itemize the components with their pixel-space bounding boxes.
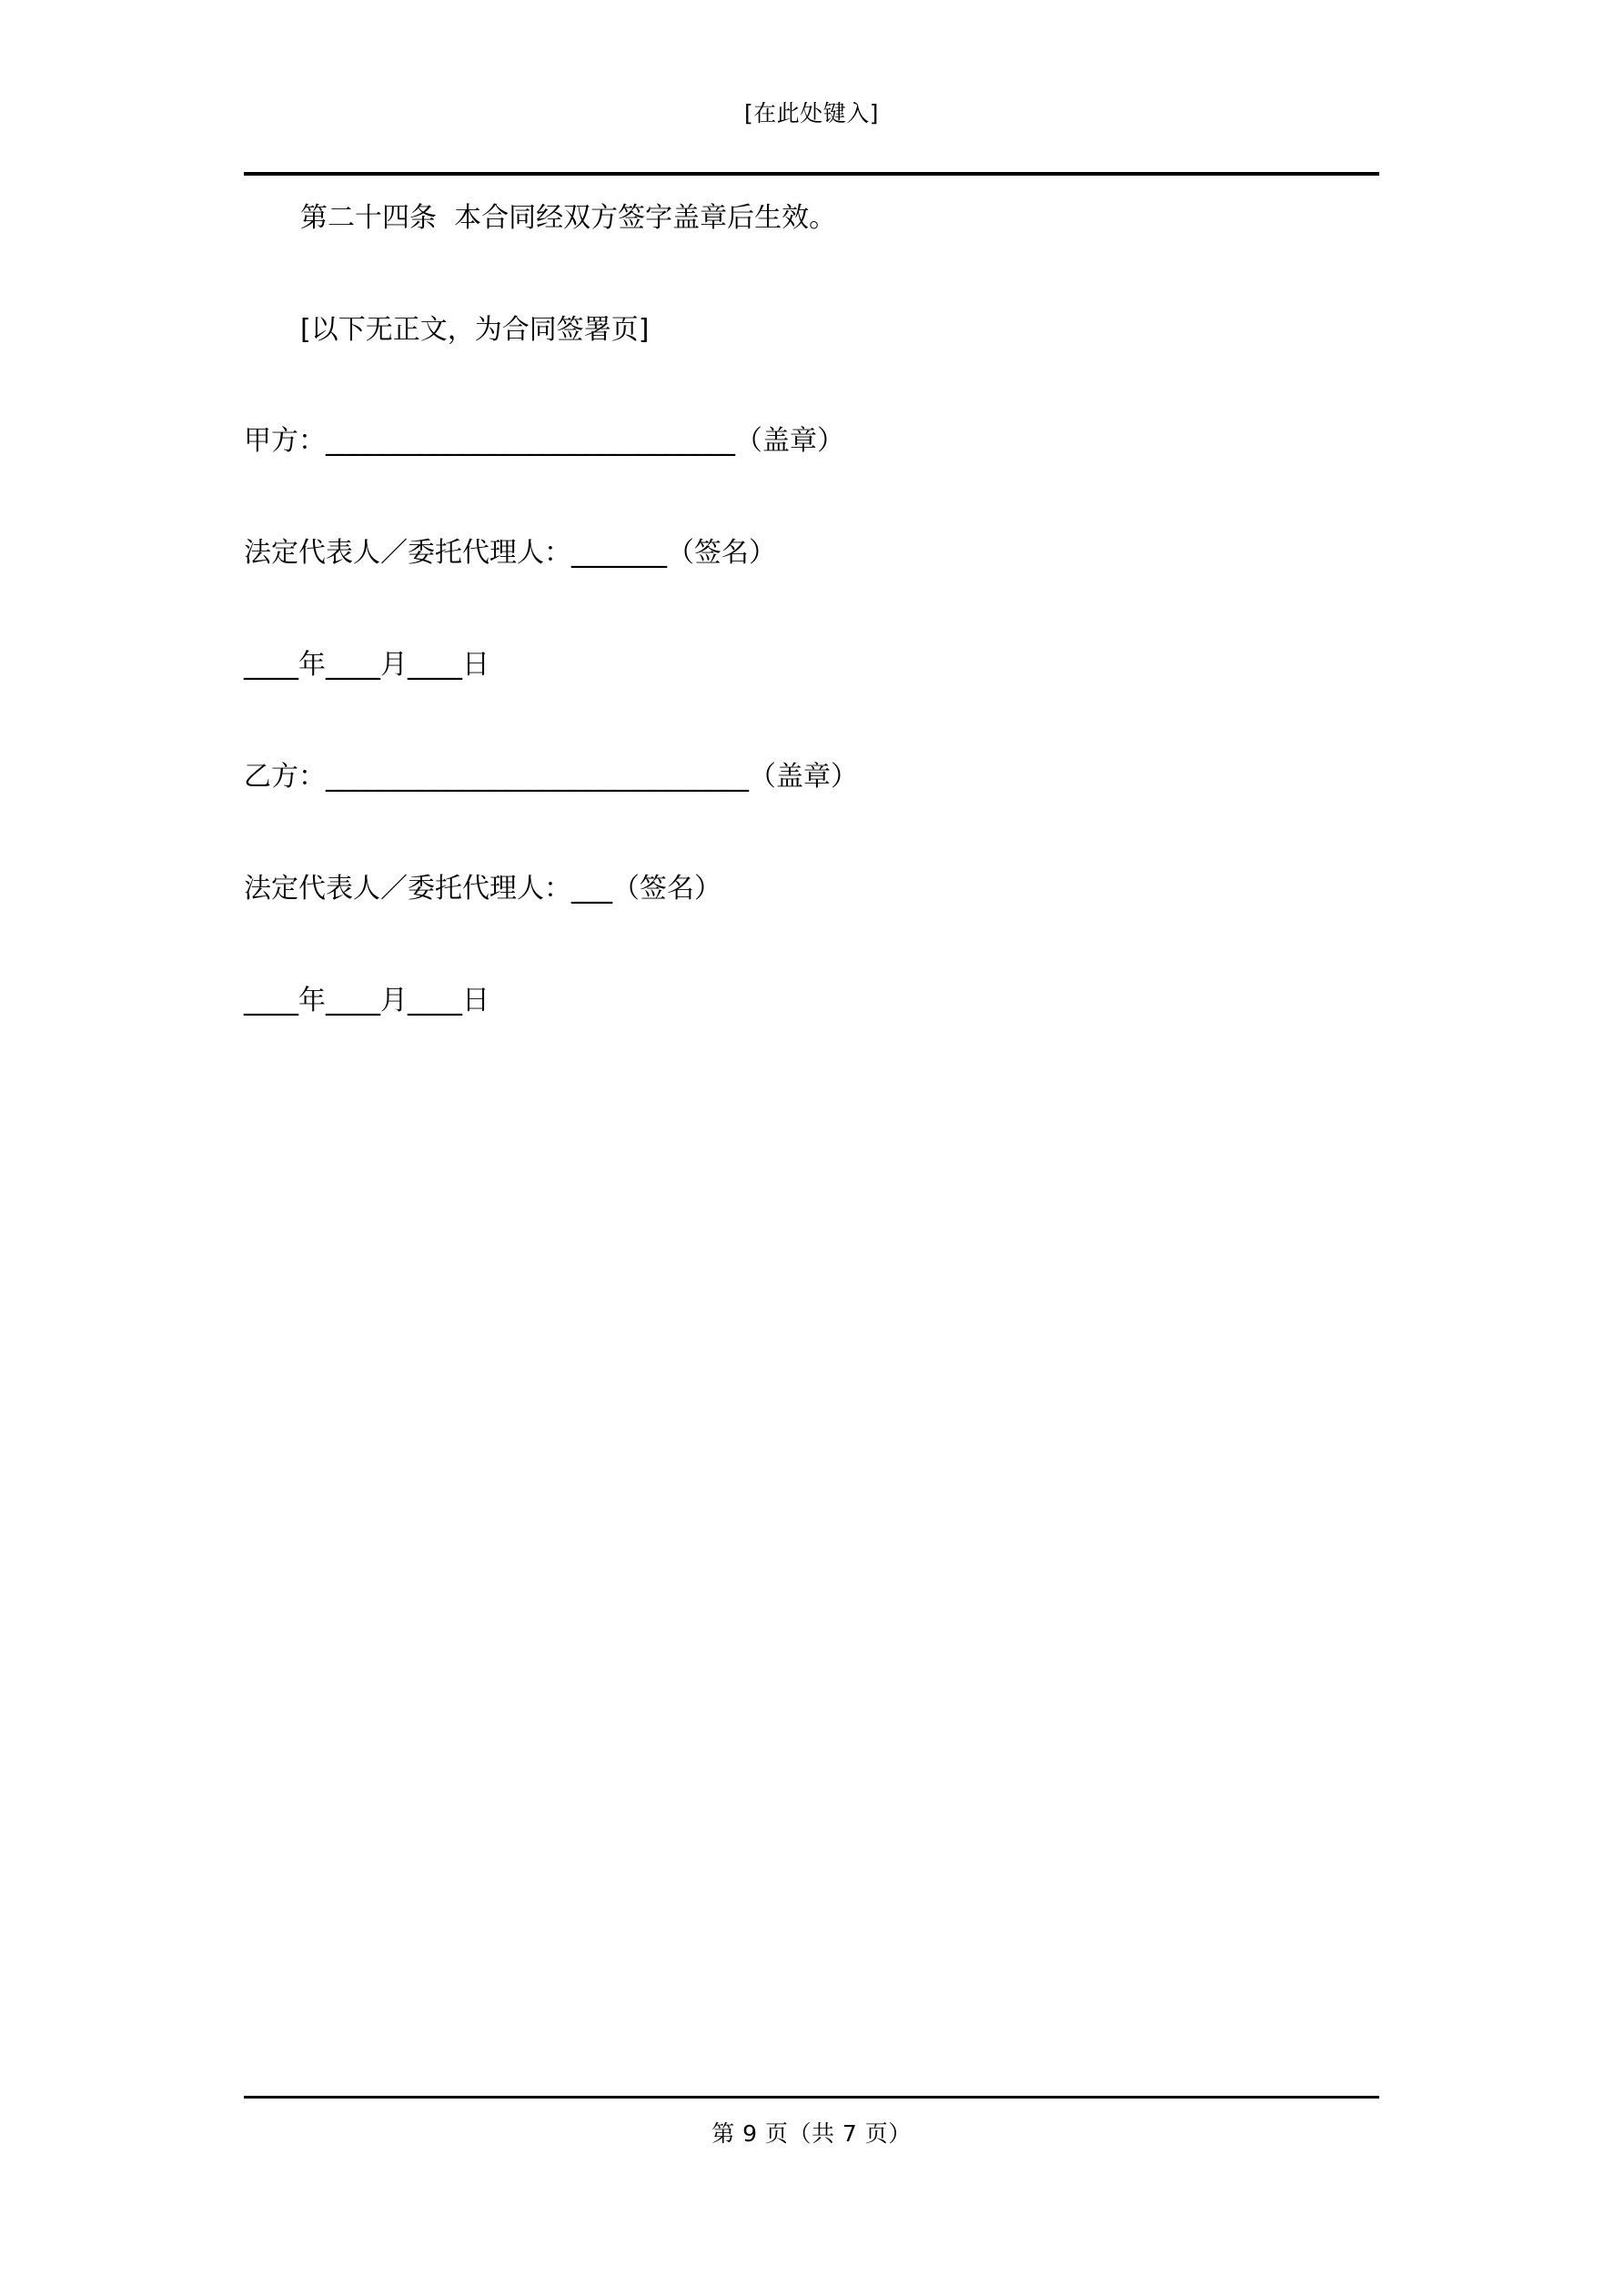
- paragraph-party-b: 乙方：_______________________________（盖章）: [244, 761, 858, 793]
- header-divider: [244, 172, 1379, 176]
- document-body: [244, 202, 1379, 1017]
- paragraph-signature-note: [以下无正文，为合同签署页]: [300, 314, 650, 346]
- page-header: [244, 100, 1379, 127]
- header-placeholder-text: [在此处键入]: [743, 100, 879, 126]
- page-content-area: [244, 0, 1379, 2296]
- paragraph-party-a: 甲方：______________________________（盖章）: [244, 425, 844, 457]
- paragraph-party-a-date: ____年____月____日: [244, 649, 489, 681]
- page-footer: [244, 2120, 1379, 2148]
- paragraph-party-b-date: ____年____月____日: [244, 985, 489, 1017]
- paragraph-article-24: 第二十四条 本合同经双方签字盖章后生效。: [300, 202, 837, 234]
- page-number-text: 第 9 页（共 7 页）: [711, 2120, 912, 2147]
- footer-divider: [244, 2096, 1379, 2099]
- paragraph-party-b-representative: 法定代表人／委托代理人：___（签名）: [244, 873, 721, 905]
- paragraph-party-a-representative: 法定代表人／委托代理人：_______（签名）: [244, 537, 776, 569]
